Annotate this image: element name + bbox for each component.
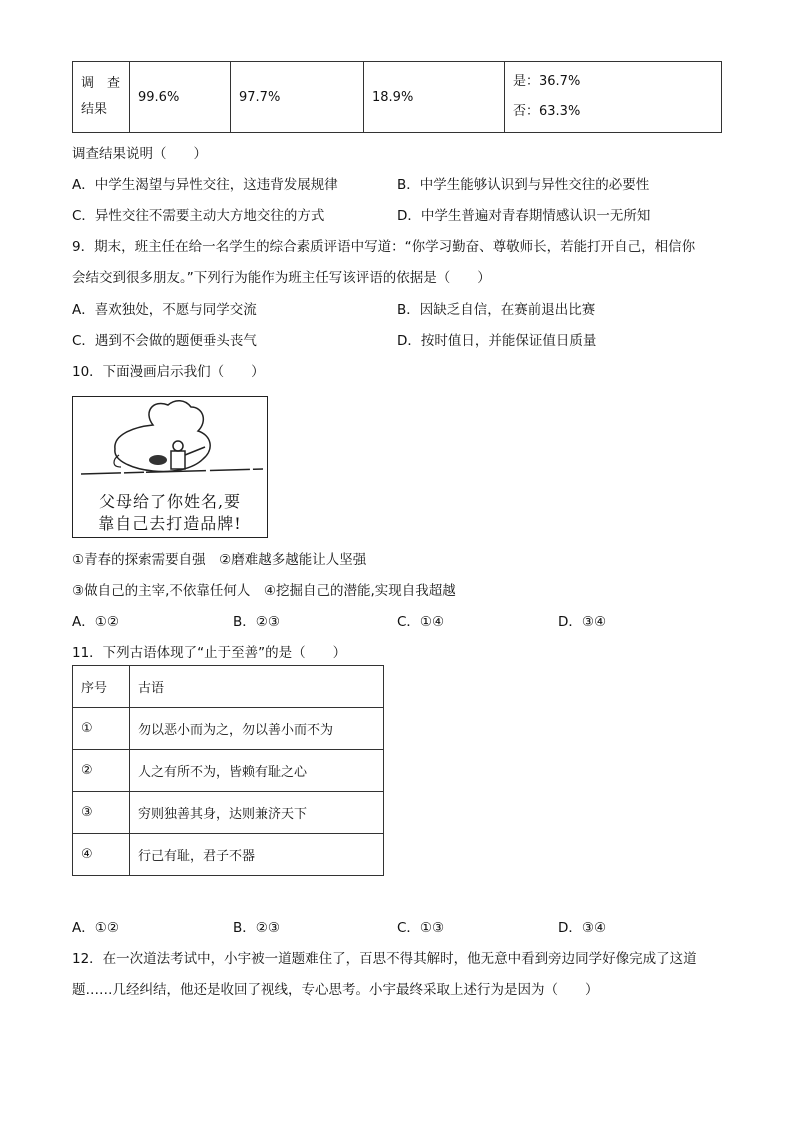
q10-option-d[interactable]: D．③④ xyxy=(558,614,607,630)
q9-stem-line1: 9．期末，班主任在给一名学生的综合素质评语中写道：“你学习勤奋、尊敬师长，若能打开自己，相信你 xyxy=(72,239,696,255)
survey-yes: 是：36.7% xyxy=(513,74,581,89)
q11-option-d[interactable]: D．③④ xyxy=(558,920,607,936)
q10-stem: 10．下面漫画启示我们（ ） xyxy=(72,364,265,380)
survey-row-label: 调 查 结果 xyxy=(73,62,130,133)
q10-option-c[interactable]: C．①④ xyxy=(397,614,445,630)
survey-cell: 18.9% xyxy=(364,62,505,133)
survey-no: 否：63.3% xyxy=(513,104,581,119)
survey-result-table xyxy=(72,61,722,133)
table-header-number: 序号 xyxy=(73,666,130,708)
q8-option-a[interactable]: A．中学生渴望与异性交往，这违背发展规律 xyxy=(72,177,338,193)
ancient-sayings-table xyxy=(72,665,384,876)
row-number: ① xyxy=(73,708,130,750)
q9-option-b[interactable]: B．因缺乏自信，在赛前退出比赛 xyxy=(397,302,596,318)
q9-option-d[interactable]: D．按时值日，并能保证值日质量 xyxy=(397,333,597,349)
q9-stem-line2: 会结交到很多朋友。”下列行为能作为班主任写该评语的依据是（ ） xyxy=(72,270,491,286)
table-row xyxy=(73,750,384,792)
q8-stem: 调查结果说明（ ） xyxy=(72,146,207,162)
row-number: ④ xyxy=(73,834,130,876)
row-number: ② xyxy=(73,750,130,792)
row-number: ③ xyxy=(73,792,130,834)
survey-cell: 97.7% xyxy=(231,62,364,133)
q10-option-a[interactable]: A．①② xyxy=(72,614,119,630)
q11-option-c[interactable]: C．①③ xyxy=(397,920,445,936)
q10-statements-line2: ③做自己的主宰,不依靠任何人 ④挖掘自己的潜能,实现自我超越 xyxy=(72,583,456,599)
q9-option-a[interactable]: A．喜欢独处，不愿与同学交流 xyxy=(72,302,257,318)
q10-statements-line1: ①青春的探索需要自强 ②磨难越多越能让人坚强 xyxy=(72,552,367,568)
table-row xyxy=(73,834,384,876)
row-saying: 穷则独善其身，达则兼济天下 xyxy=(130,792,384,834)
table-row xyxy=(73,792,384,834)
q11-stem: 11．下列古语体现了“止于至善”的是（ ） xyxy=(72,645,347,661)
comic-illustration xyxy=(72,396,268,538)
row-saying: 勿以恶小而为之，勿以善小而不为 xyxy=(130,708,384,750)
table-row xyxy=(73,708,384,750)
row-saying: 人之有所不为，皆赖有耻之心 xyxy=(130,750,384,792)
q12-stem-line1: 12．在一次道法考试中，小宇被一道题难住了，百思不得其解时，他无意中看到旁边同学好像完成了这道 xyxy=(72,951,697,967)
q9-option-c[interactable]: C．遇到不会做的题便垂头丧气 xyxy=(72,333,257,349)
q8-option-b[interactable]: B．中学生能够认识到与异性交往的必要性 xyxy=(397,177,650,193)
q11-option-a[interactable]: A．①② xyxy=(72,920,119,936)
comic-drawing xyxy=(73,397,266,482)
comic-caption-line2: 靠自己去打造品牌! xyxy=(98,514,242,533)
q10-option-b[interactable]: B．②③ xyxy=(233,614,280,630)
q12-stem-line2: 题……几经纠结，他还是收回了视线，专心思考。小宇最终采取上述行为是因为（ ） xyxy=(72,982,599,998)
row-saying: 行己有耻，君子不器 xyxy=(130,834,384,876)
q8-option-c[interactable]: C．异性交往不需要主动大方地交往的方式 xyxy=(72,208,325,224)
q11-option-b[interactable]: B．②③ xyxy=(233,920,280,936)
comic-caption-line1: 父母给了你姓名,要 xyxy=(98,492,242,511)
table-header-saying: 古语 xyxy=(130,666,384,708)
survey-cell: 99.6% xyxy=(130,62,231,133)
survey-cell-yes-no xyxy=(505,62,722,133)
q8-option-d[interactable]: D．中学生普遍对青春期情感认识一无所知 xyxy=(397,208,651,224)
